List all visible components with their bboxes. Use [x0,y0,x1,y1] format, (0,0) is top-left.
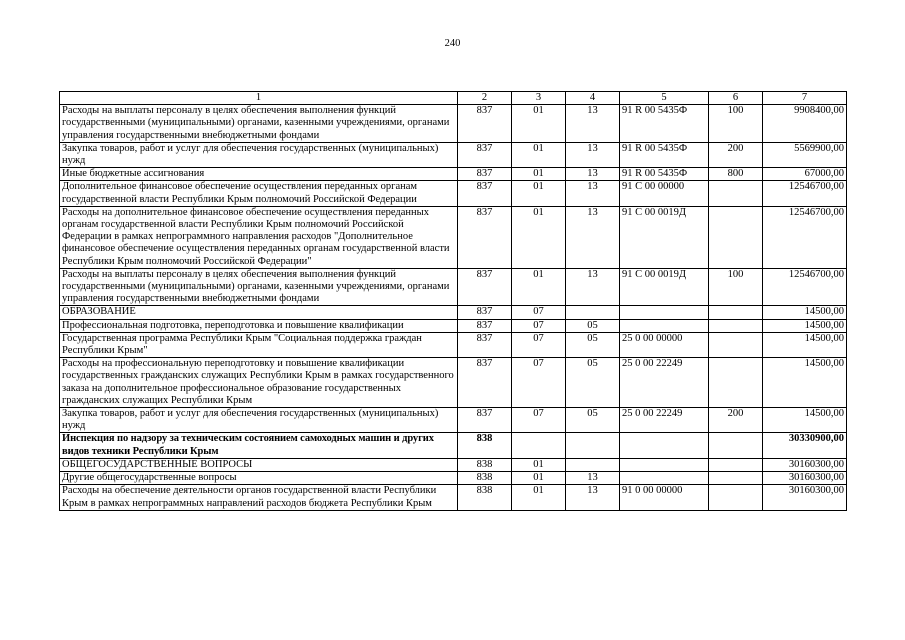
expense-type-cell [709,332,763,357]
subsection-code-cell [566,458,620,471]
subsection-code-cell [566,433,620,458]
section-code-cell: 01 [512,168,566,181]
section-code-cell: 01 [512,105,566,143]
ministry-code-cell: 837 [458,105,512,143]
target-article-cell: 25 0 00 00000 [620,332,709,357]
amount-cell: 14500,00 [763,408,847,433]
item-name-cell: ОБРАЗОВАНИЕ [60,306,458,319]
expense-type-cell [709,206,763,268]
item-name-cell: Профессиональная подготовка, переподготовка и повышение квалификации [60,319,458,332]
target-article-cell [620,458,709,471]
subsection-code-cell: 13 [566,206,620,268]
expense-type-cell: 800 [709,168,763,181]
table-row [60,181,847,206]
item-name-cell: Закупка товаров, работ и услуг для обеспечения государственных (муниципальных) нужд [60,142,458,167]
table-row [60,458,847,471]
table-row [60,306,847,319]
target-article-cell [620,433,709,458]
amount-cell: 12546700,00 [763,268,847,306]
table-row [60,142,847,167]
table-row [60,319,847,332]
subsection-code-cell: 05 [566,408,620,433]
target-article-cell: 91 С 00 0019Д [620,206,709,268]
header-cell-1: 1 [60,92,458,105]
ministry-code-cell: 837 [458,306,512,319]
expense-type-cell: 100 [709,268,763,306]
amount-cell: 14500,00 [763,358,847,408]
amount-cell: 30160300,00 [763,472,847,485]
header-cell-6: 6 [709,92,763,105]
ministry-code-cell: 837 [458,319,512,332]
amount-cell: 30160300,00 [763,458,847,471]
table-row [60,268,847,306]
item-name-cell: Расходы на дополнительное финансовое обеспечение осуществления переданных органам государственной власти Республики Крым полномочий Российской Федерации в рамках непрограммного направления расходов "Дополнительное финансовое обеспечение осуществления переданных органам государственной власти Республики Крым полномочий Российской Федерации" [60,206,458,268]
item-name-cell: Иные бюджетные ассигнования [60,168,458,181]
expense-type-cell [709,306,763,319]
expense-type-cell [709,181,763,206]
ministry-code-cell: 838 [458,458,512,471]
item-name-cell: Дополнительное финансовое обеспечение осуществления переданных органам государственной власти Республики Крым полномочий Российской Федерации [60,181,458,206]
expense-type-cell [709,472,763,485]
subsection-code-cell: 05 [566,332,620,357]
target-article-cell [620,306,709,319]
section-code-cell: 01 [512,142,566,167]
section-code-cell: 01 [512,472,566,485]
section-code-cell: 01 [512,268,566,306]
header-cell-2: 2 [458,92,512,105]
subsection-code-cell: 13 [566,472,620,485]
expense-type-cell [709,358,763,408]
item-name-cell: Инспекция по надзору за техническим состоянием самоходных машин и других видов техники Республики Крым [60,433,458,458]
target-article-cell: 91 С 00 0019Д [620,268,709,306]
expense-type-cell [709,433,763,458]
amount-cell: 30330900,00 [763,433,847,458]
ministry-code-cell: 837 [458,408,512,433]
amount-cell: 67000,00 [763,168,847,181]
table-row [60,105,847,143]
expense-type-cell: 100 [709,105,763,143]
ministry-code-cell: 837 [458,142,512,167]
target-article-cell: 91 R 00 5435Ф [620,105,709,143]
header-cell-3: 3 [512,92,566,105]
target-article-cell: 91 R 00 5435Ф [620,168,709,181]
header-cell-5: 5 [620,92,709,105]
target-article-cell: 25 0 00 22249 [620,358,709,408]
section-code-cell: 01 [512,181,566,206]
table-row [60,358,847,408]
ministry-code-cell: 838 [458,433,512,458]
target-article-cell: 25 0 00 22249 [620,408,709,433]
item-name-cell: Закупка товаров, работ и услуг для обеспечения государственных (муниципальных) нужд [60,408,458,433]
subsection-code-cell: 13 [566,105,620,143]
table-row [60,472,847,485]
amount-cell: 30160300,00 [763,485,847,510]
amount-cell: 5569900,00 [763,142,847,167]
section-code-cell [512,433,566,458]
subsection-code-cell: 13 [566,142,620,167]
subsection-code-cell: 13 [566,268,620,306]
target-article-cell: 91 R 00 5435Ф [620,142,709,167]
expense-type-cell: 200 [709,142,763,167]
section-code-cell: 01 [512,458,566,471]
header-row [60,92,847,105]
table-row [60,332,847,357]
item-name-cell: Расходы на выплаты персоналу в целях обеспечения выполнения функций государственными (муниципальными) органами, казенными учреждениями, органами управления государственными внебюджетными фондами [60,105,458,143]
ministry-code-cell: 837 [458,181,512,206]
expense-type-cell: 200 [709,408,763,433]
item-name-cell: ОБЩЕГОСУДАРСТВЕННЫЕ ВОПРОСЫ [60,458,458,471]
table-body [60,92,847,511]
header-cell-7: 7 [763,92,847,105]
section-code-cell: 07 [512,358,566,408]
amount-cell: 12546700,00 [763,206,847,268]
table-row [60,485,847,510]
ministry-code-cell: 837 [458,206,512,268]
table-row [60,206,847,268]
ministry-code-cell: 837 [458,268,512,306]
item-name-cell: Расходы на выплаты персоналу в целях обеспечения выполнения функций государственными (муниципальными) органами, казенными учреждениями, органами управления государственными внебюджетными фондами [60,268,458,306]
ministry-code-cell: 838 [458,485,512,510]
section-code-cell: 01 [512,206,566,268]
ministry-code-cell: 837 [458,358,512,408]
section-code-cell: 07 [512,408,566,433]
subsection-code-cell: 05 [566,319,620,332]
section-code-cell: 07 [512,332,566,357]
amount-cell: 12546700,00 [763,181,847,206]
section-code-cell: 07 [512,319,566,332]
item-name-cell: Государственная программа Республики Крым "Социальная поддержка граждан Республики Крым" [60,332,458,357]
subsection-code-cell [566,306,620,319]
expense-type-cell [709,485,763,510]
table-row [60,433,847,458]
expense-type-cell [709,319,763,332]
target-article-cell: 91 С 00 00000 [620,181,709,206]
item-name-cell: Расходы на профессиональную переподготовку и повышение квалификации государственных гражданских служащих Республики Крым в рамках государственного заказа на дополнительное профессиональное образование государственных гражданских служащих Республики Крым [60,358,458,408]
subsection-code-cell: 13 [566,181,620,206]
subsection-code-cell: 05 [566,358,620,408]
expense-type-cell [709,458,763,471]
target-article-cell [620,319,709,332]
page-number: 240 [444,38,461,49]
section-code-cell: 07 [512,306,566,319]
ministry-code-cell: 837 [458,168,512,181]
budget-table [59,91,847,511]
section-code-cell: 01 [512,485,566,510]
subsection-code-cell: 13 [566,168,620,181]
item-name-cell: Расходы на обеспечение деятельности органов государственной власти Республики Крым в рамках непрограммных направлений расходов бюджета Республики Крым [60,485,458,510]
item-name-cell: Другие общегосударственные вопросы [60,472,458,485]
table-row [60,168,847,181]
subsection-code-cell: 13 [566,485,620,510]
ministry-code-cell: 837 [458,332,512,357]
ministry-code-cell: 838 [458,472,512,485]
target-article-cell: 91 0 00 00000 [620,485,709,510]
amount-cell: 9908400,00 [763,105,847,143]
amount-cell: 14500,00 [763,306,847,319]
table-row [60,408,847,433]
target-article-cell [620,472,709,485]
amount-cell: 14500,00 [763,319,847,332]
amount-cell: 14500,00 [763,332,847,357]
header-cell-4: 4 [566,92,620,105]
